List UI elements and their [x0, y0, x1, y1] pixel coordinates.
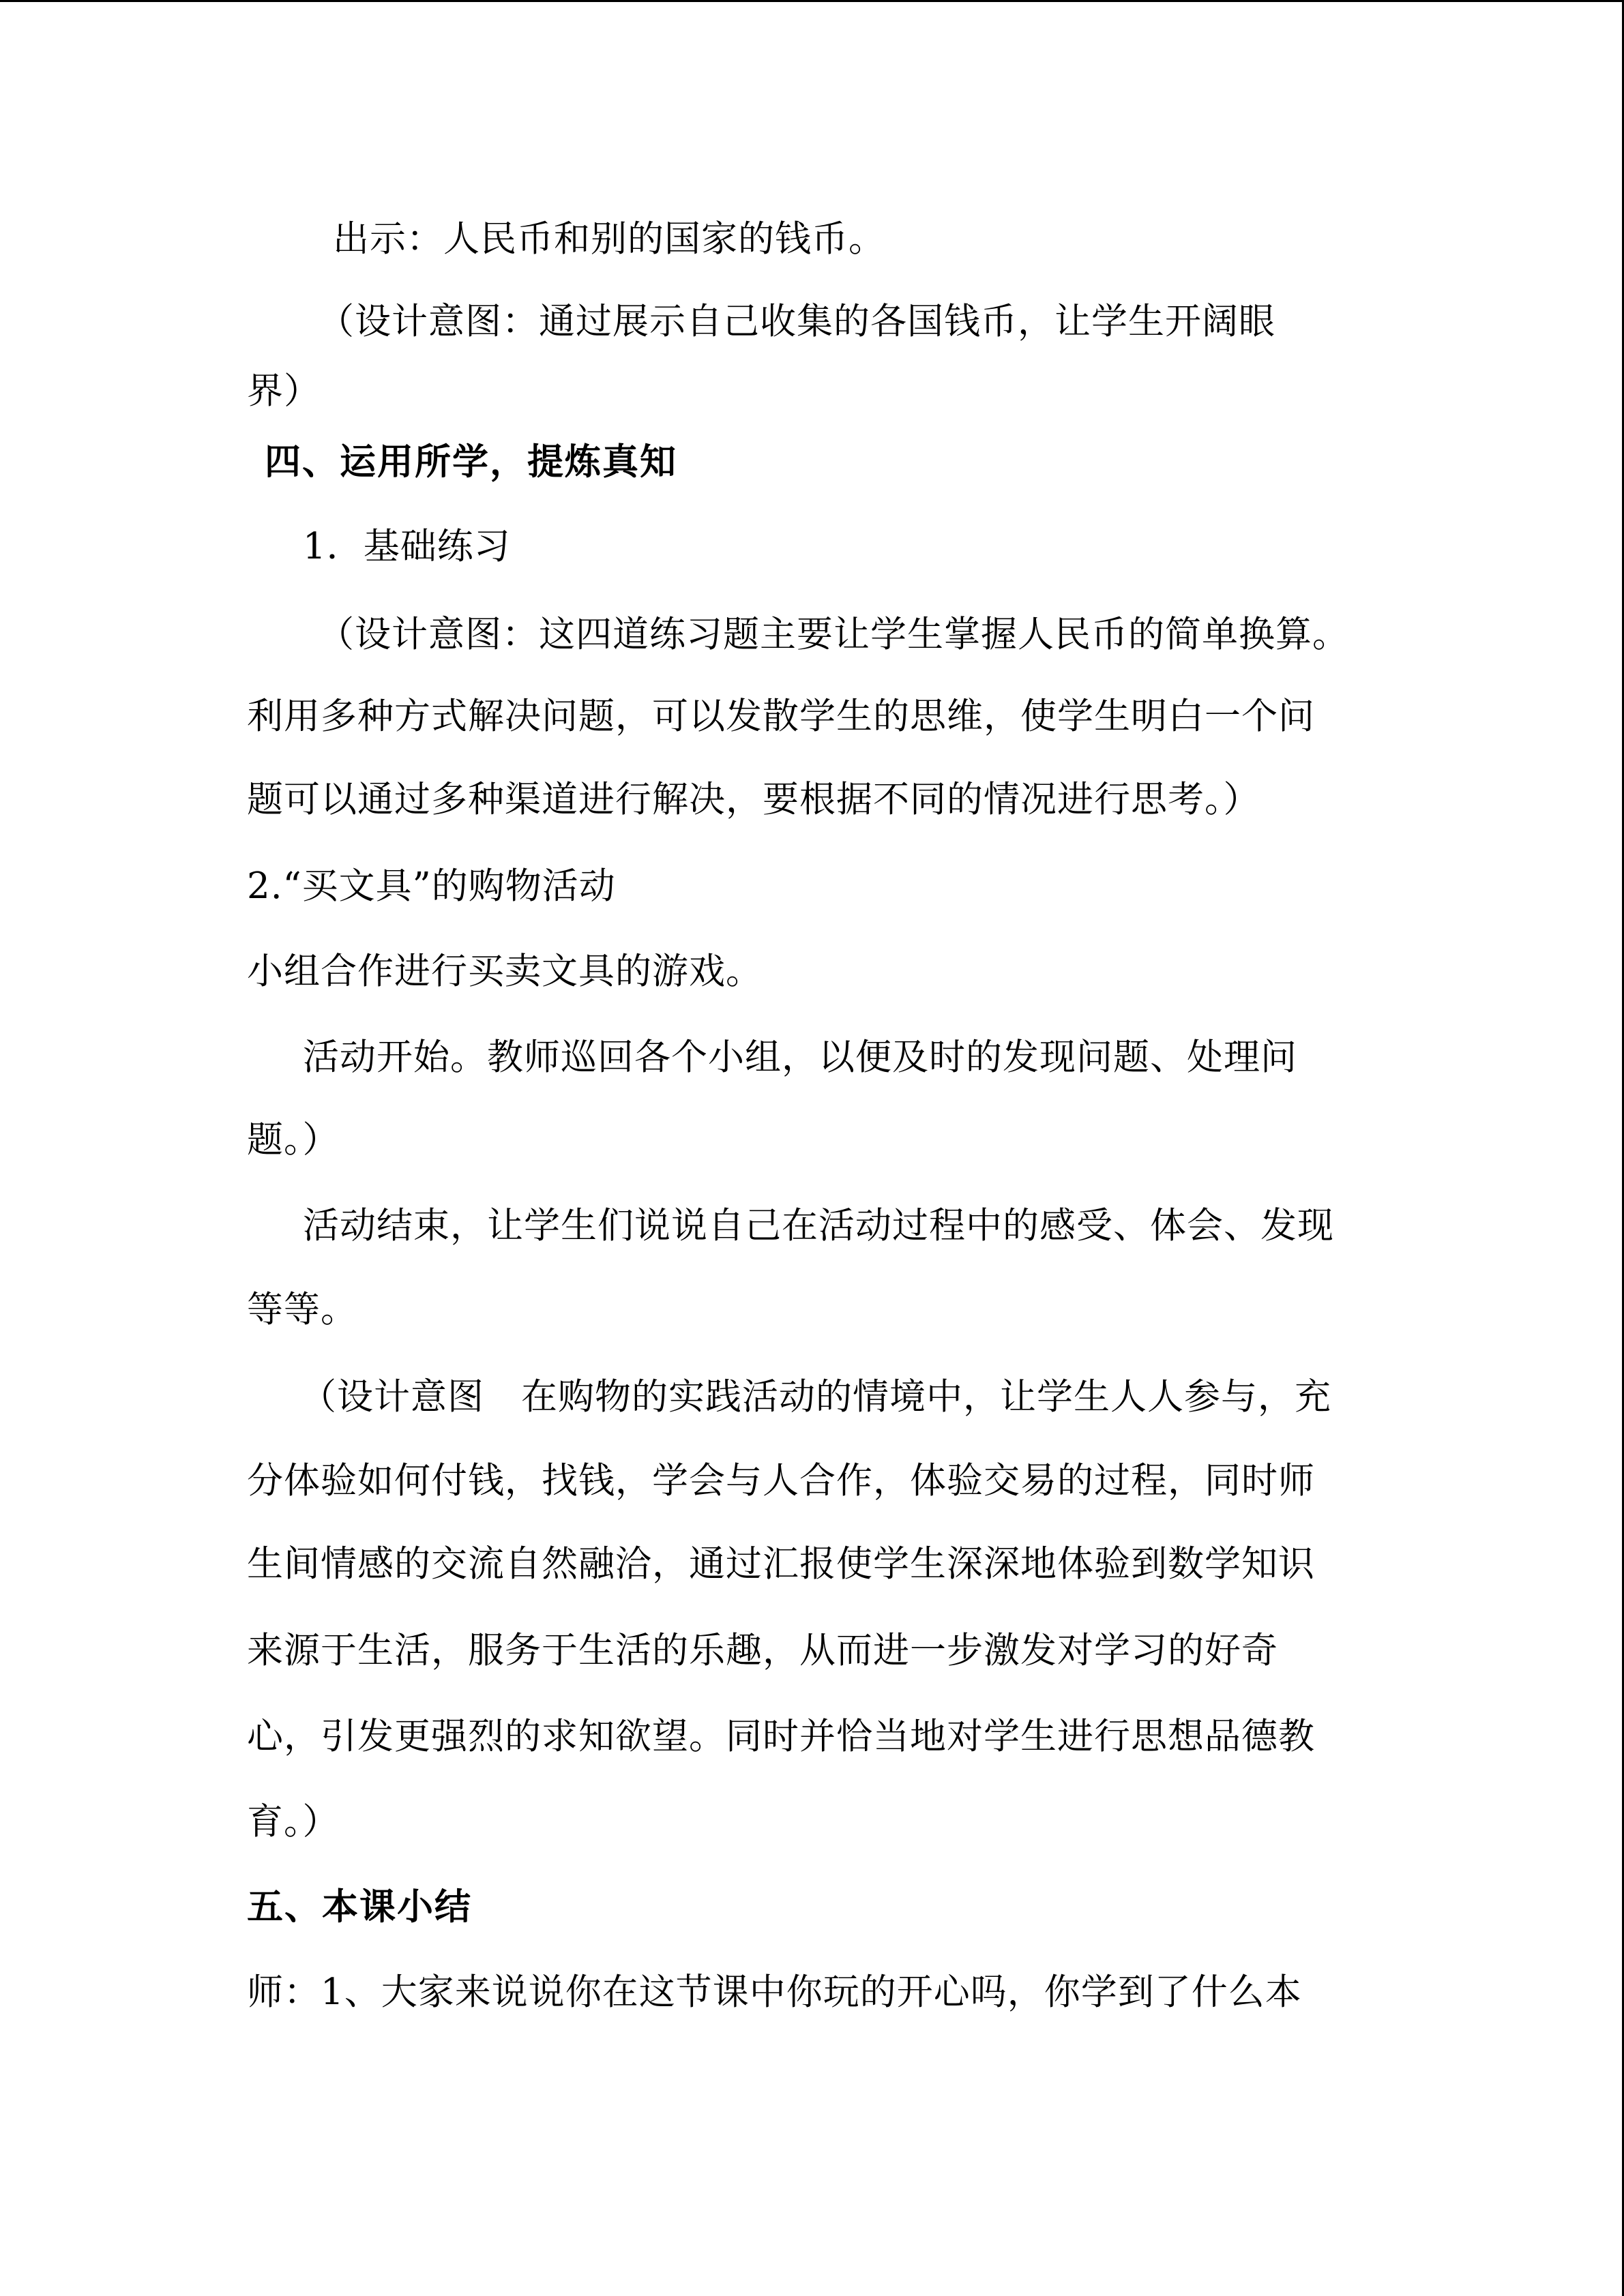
section-heading: 五、本课小结: [247, 1886, 472, 1928]
text-line: 利用多种方式解决问题，可以发散学生的思维，使学生明白一个问: [247, 696, 1315, 737]
text-line: 2.“买文具”的购物活动: [247, 865, 616, 907]
text-line: （设计意图：通过展示自己收集的各国钱币，让学生开阔眼: [318, 301, 1275, 342]
text-line: 1．基础练习: [303, 526, 511, 567]
text-line: （设计意图：这四道练习题主要让学生掌握人民币的简单换算。: [318, 614, 1349, 655]
text-line: 心，引发更强烈的求知欲望。同时并恰当地对学生进行思想品德教: [247, 1716, 1315, 1757]
text-line: 育。）: [247, 1801, 340, 1843]
text-line: 来源于生活，服务于生活的乐趣，从而进一步激发对学习的好奇: [247, 1630, 1278, 1671]
text-line: 界）: [247, 370, 321, 412]
text-line: 分体验如何付钱，找钱，学会与人合作，体验交易的过程，同时师: [247, 1460, 1315, 1502]
text-line: 活动结束，让学生们说说自己在活动过程中的感受、体会、发现: [303, 1205, 1334, 1247]
text-line: （设计意图 在购物的实践活动的情境中，让学生人人参与，充: [300, 1376, 1331, 1418]
text-line: 生间情感的交流自然融洽，通过汇报使学生深深地体验到数学知识: [247, 1543, 1315, 1585]
text-line: 题。）: [247, 1119, 340, 1161]
text-line: 题可以通过多种渠道进行解决，要根据不同的情况进行思考。）: [247, 779, 1260, 820]
text-line: 小组合作进行买卖文具的游戏。: [247, 951, 763, 992]
text-line: 出示：人民币和别的国家的钱币。: [333, 218, 885, 260]
text-line: 活动开始。教师巡回各个小组，以便及时的发现问题、处理问: [303, 1037, 1297, 1078]
section-heading: 四、运用所学，提炼真知: [265, 441, 677, 483]
text-line: 等等。: [247, 1289, 357, 1330]
text-line: 师：1、大家来说说你在这节课中你玩的开心吗，你学到了什么本: [247, 1971, 1302, 2013]
